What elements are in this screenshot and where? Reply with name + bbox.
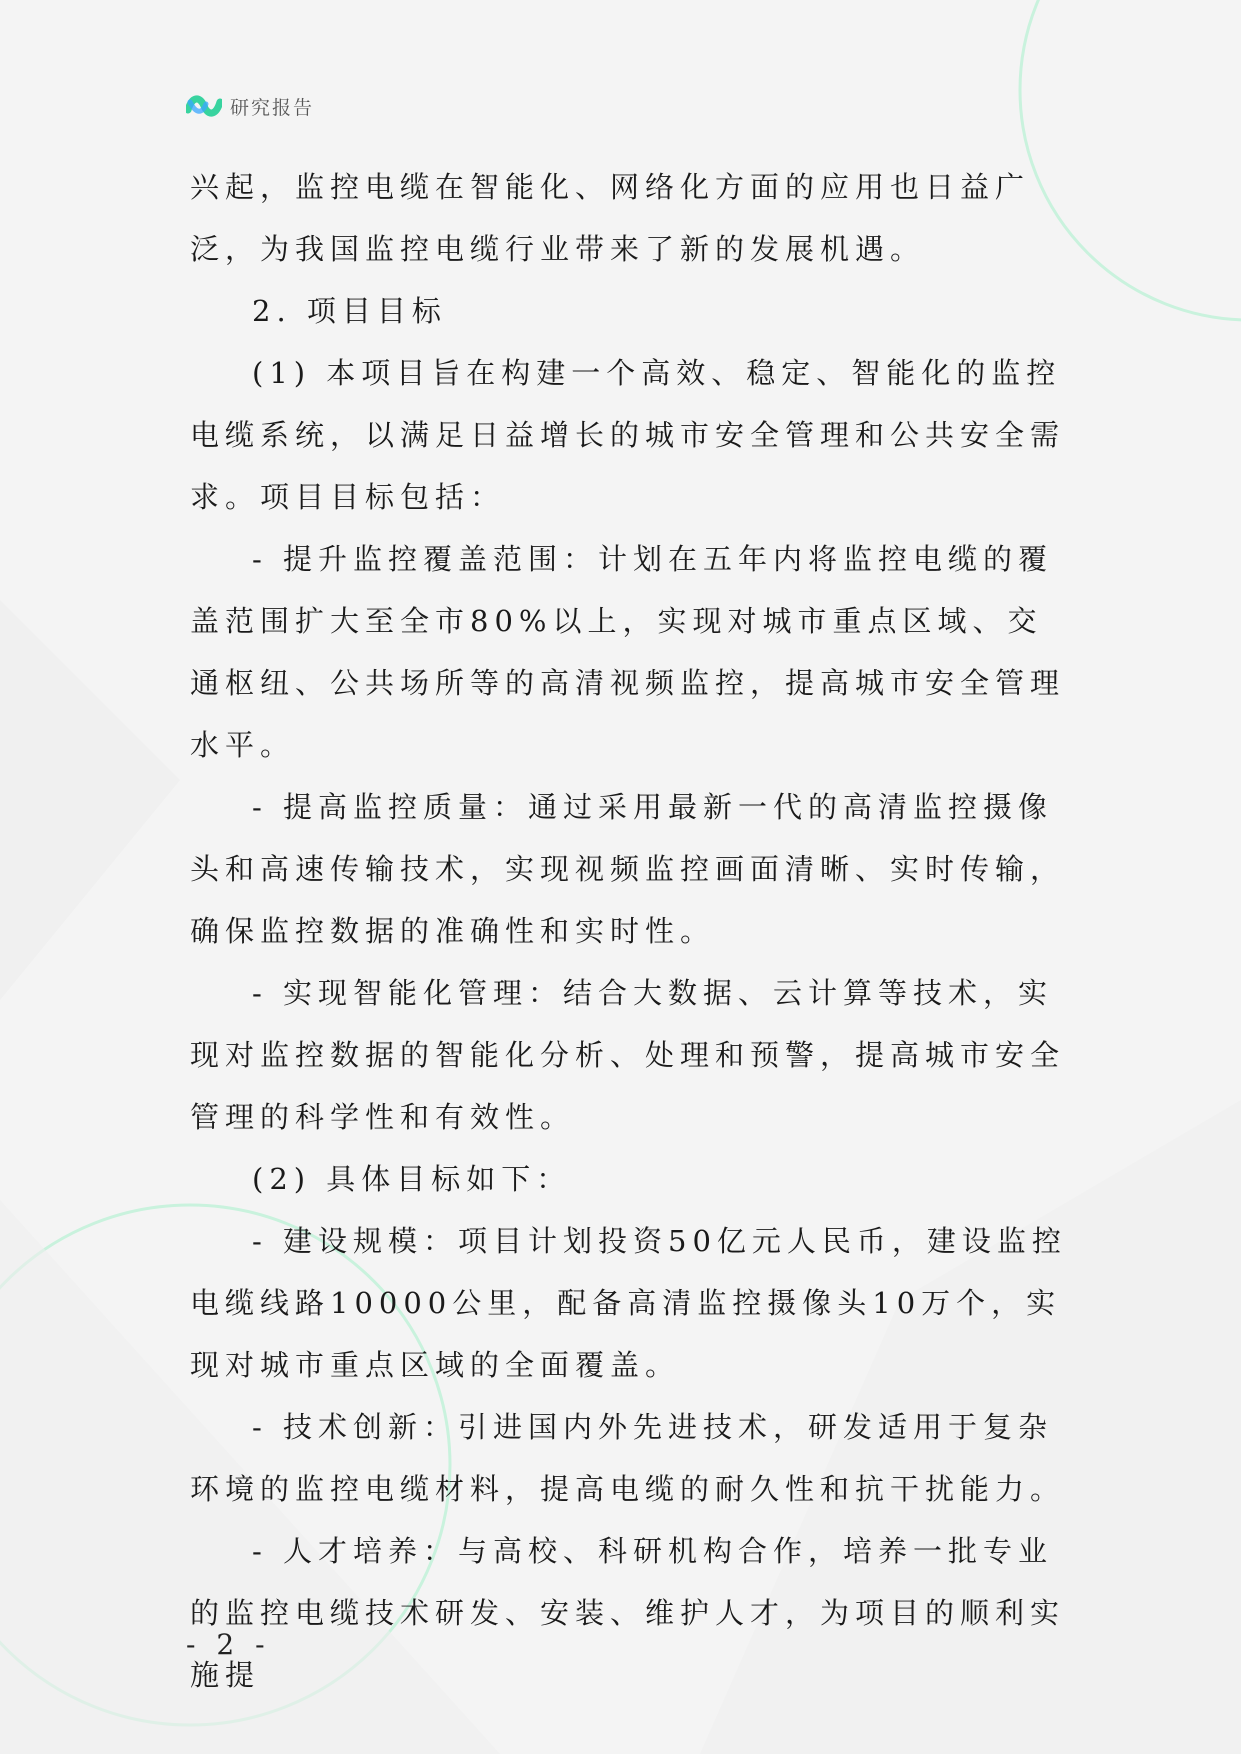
- paragraph: (1) 本项目旨在构建一个高效、稳定、智能化的监控电缆系统，以满足日益增长的城市安全管理和公共安全需求。项目目标包括：: [190, 356, 1066, 514]
- report-header: [186, 90, 314, 122]
- list-item: - 技术创新：引进国内外先进技术，研发适用于复杂环境的监控电缆材料，提高电缆的耐久性和抗干扰能力。: [190, 1410, 1066, 1506]
- document-body: [190, 156, 1070, 1706]
- list-item: - 实现智能化管理：结合大数据、云计算等技术，实现对监控数据的智能化分析、处理和预警，提高城市安全管理的科学性和有效性。: [190, 976, 1066, 1134]
- list-item: - 建设规模：项目计划投资50亿元人民币，建设监控电缆线路10000公里，配备高清监控摄像头10万个，实现对城市重点区域的全面覆盖。: [190, 1224, 1067, 1382]
- brand-logo-icon: [186, 92, 222, 120]
- paragraph-continuation: 兴起，监控电缆在智能化、网络化方面的应用也日益广泛，为我国监控电缆行业带来了新的发展机遇。: [190, 170, 1031, 266]
- list-item: - 提升监控覆盖范围：计划在五年内将监控电缆的覆盖范围扩大至全市80%以上，实现对城市重点区域、交通枢纽、公共场所等的高清视频监控，提高城市安全管理水平。: [190, 542, 1066, 762]
- page-number: - 2 -: [186, 1628, 271, 1661]
- paragraph: (2) 具体目标如下：: [252, 1162, 572, 1196]
- list-item: - 人才培养：与高校、科研机构合作，培养一批专业的监控电缆技术研发、安装、维护人才，为项目的顺利实施提: [190, 1534, 1066, 1692]
- section-heading: 2. 项目目标: [252, 294, 447, 328]
- list-item: - 提高监控质量：通过采用最新一代的高清监控摄像头和高速传输技术，实现视频监控画面清晰、实时传输，确保监控数据的准确性和实时性。: [190, 790, 1066, 948]
- report-label: 研究报告: [230, 96, 315, 119]
